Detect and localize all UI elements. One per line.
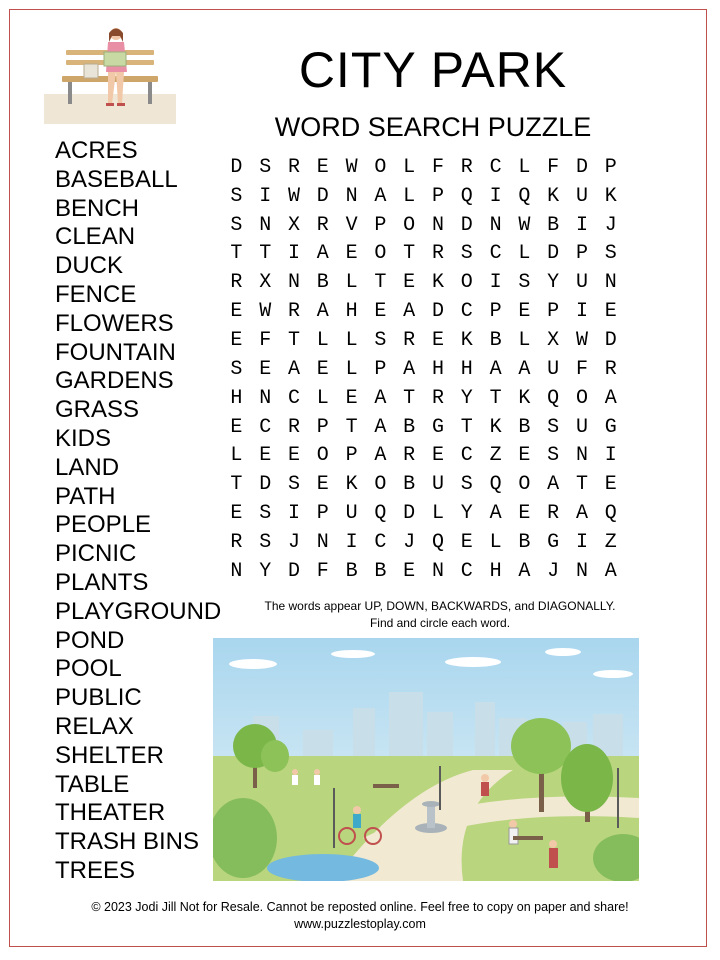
lamp-post xyxy=(617,768,619,828)
grid-letter[interactable]: N xyxy=(259,386,272,410)
grid-letter[interactable]: A xyxy=(316,242,329,266)
word-list-item: PUBLIC xyxy=(55,684,142,712)
shoe xyxy=(117,103,125,106)
grid-letter[interactable]: S xyxy=(547,444,560,468)
grid-letter[interactable]: P xyxy=(575,242,588,266)
grid-letter[interactable]: S xyxy=(460,242,473,266)
grid-letter[interactable]: R xyxy=(287,300,300,324)
word-list-item: FENCE xyxy=(55,280,137,308)
grid-letter[interactable]: E xyxy=(316,357,329,381)
bench-leg xyxy=(68,82,72,104)
grid-letter[interactable]: I xyxy=(575,213,588,237)
grid-letter[interactable]: Q xyxy=(604,502,617,526)
grid-letter[interactable]: L xyxy=(518,242,531,266)
grid-letter[interactable]: A xyxy=(547,473,560,497)
grid-letter[interactable]: R xyxy=(431,386,444,410)
grid-letter[interactable]: L xyxy=(403,155,416,179)
cyclist-body xyxy=(353,814,361,828)
grid-letter[interactable]: P xyxy=(431,184,444,208)
word-list-item: POOL xyxy=(55,655,122,683)
grid-letter[interactable]: Y xyxy=(547,271,560,295)
grid-letter[interactable]: W xyxy=(518,213,531,237)
grid-letter[interactable]: E xyxy=(374,300,387,324)
word-list-item: SHELTER xyxy=(55,741,164,769)
grid-letter[interactable]: S xyxy=(259,155,272,179)
woman-on-bench-illustration xyxy=(44,24,176,124)
grid-letter[interactable]: F xyxy=(431,155,444,179)
word-list-item: THEATER xyxy=(55,799,166,827)
grid-letter[interactable]: O xyxy=(403,213,416,237)
grid-letter[interactable]: L xyxy=(403,184,416,208)
grid-letter[interactable]: E xyxy=(230,502,243,526)
grid-letter[interactable]: S xyxy=(230,184,243,208)
grid-letter[interactable]: K xyxy=(460,328,473,352)
word-list-item: PICNIC xyxy=(55,540,137,568)
instructions xyxy=(214,598,666,632)
cloud xyxy=(593,670,633,678)
grid-letter[interactable]: Q xyxy=(489,473,502,497)
grid-letter[interactable]: D xyxy=(259,473,272,497)
word-list-item: GARDENS xyxy=(55,367,174,395)
copyright-text: © 2023 Jodi Jill Not for Resale. Cannot be reposted online. Feel free to copy on paper and share! xyxy=(91,900,629,914)
grid-letter[interactable]: V xyxy=(345,213,358,237)
grid-letter[interactable]: T xyxy=(489,386,502,410)
grid-letter[interactable]: O xyxy=(374,473,387,497)
grid-letter[interactable]: K xyxy=(604,184,617,208)
cloud xyxy=(331,650,375,658)
person-head xyxy=(549,840,557,848)
grid-letter[interactable]: H xyxy=(460,357,473,381)
person-head xyxy=(481,774,489,782)
grid-letter[interactable]: A xyxy=(518,357,531,381)
word-list-item: ACRES xyxy=(55,137,138,164)
grid-letter[interactable]: A xyxy=(374,184,387,208)
grid-letter[interactable]: E xyxy=(604,473,617,497)
word-list-item: PLANTS xyxy=(55,568,149,596)
grid-letter[interactable]: U xyxy=(547,357,560,381)
grid-letter[interactable]: J xyxy=(403,530,416,554)
grid-letter[interactable]: K xyxy=(547,184,560,208)
grid-letter[interactable]: B xyxy=(316,271,329,295)
grid-letter[interactable]: K xyxy=(345,473,358,497)
word-list-item: GRASS xyxy=(55,396,140,424)
grid-letter[interactable]: P xyxy=(316,502,329,526)
person-head xyxy=(314,769,320,775)
grid-letter[interactable]: Y xyxy=(460,386,473,410)
grid-letter[interactable]: U xyxy=(345,502,358,526)
grid-letter[interactable]: C xyxy=(374,530,387,554)
word-list-item: TREES xyxy=(55,856,136,884)
grid-letter[interactable]: E xyxy=(259,357,272,381)
word-list-item: PATH xyxy=(55,482,116,510)
grid-letter[interactable]: S xyxy=(259,530,272,554)
grid-letter[interactable]: A xyxy=(604,386,617,410)
grid-letter[interactable]: T xyxy=(575,473,588,497)
grid-letter[interactable]: A xyxy=(316,300,329,324)
grid-letter[interactable]: E xyxy=(431,328,444,352)
building xyxy=(303,730,333,756)
grid-letter[interactable]: A xyxy=(403,357,416,381)
grid-letter[interactable]: B xyxy=(403,473,416,497)
building xyxy=(427,712,453,756)
cloud xyxy=(445,657,501,667)
lamp-post xyxy=(439,766,441,810)
grid-letter[interactable]: J xyxy=(604,213,617,237)
grid-letter[interactable]: D xyxy=(287,559,300,583)
grid-letter[interactable]: L xyxy=(316,328,329,352)
grid-letter[interactable]: B xyxy=(518,415,531,439)
grid-letter[interactable]: D xyxy=(604,328,617,352)
grid-letter[interactable]: G xyxy=(431,415,444,439)
letter-grid xyxy=(222,153,625,586)
grid-letter[interactable]: C xyxy=(489,155,502,179)
building xyxy=(475,702,495,756)
grid-letter[interactable]: E xyxy=(316,155,329,179)
grid-letter[interactable]: D xyxy=(575,155,588,179)
grid-letter[interactable]: P xyxy=(316,415,329,439)
grid-letter[interactable]: C xyxy=(259,415,272,439)
grid-letter[interactable]: H xyxy=(431,357,444,381)
grid-letter[interactable]: N xyxy=(575,559,588,583)
grid-letter[interactable]: E xyxy=(345,242,358,266)
grid-letter[interactable]: P xyxy=(604,155,617,179)
grid-letter[interactable]: E xyxy=(345,386,358,410)
grid-letter[interactable]: A xyxy=(575,502,588,526)
player-body xyxy=(314,775,320,785)
grid-letter[interactable]: L xyxy=(518,328,531,352)
grid-letter[interactable]: S xyxy=(230,213,243,237)
grid-letter[interactable]: X xyxy=(547,328,560,352)
grid-letter[interactable]: S xyxy=(604,242,617,266)
grid-letter[interactable]: K xyxy=(518,386,531,410)
grid-letter[interactable]: B xyxy=(374,559,387,583)
grid-letter[interactable]: R xyxy=(287,415,300,439)
word-list-item: LAND xyxy=(55,453,120,481)
grid-letter[interactable]: W xyxy=(345,155,358,179)
shoe xyxy=(106,103,114,106)
grid-letter[interactable]: L xyxy=(345,357,358,381)
grid-letter[interactable]: S xyxy=(460,473,473,497)
grid-letter[interactable]: E xyxy=(431,444,444,468)
grid-letter[interactable]: N xyxy=(575,444,588,468)
fountain-column xyxy=(427,804,435,828)
grid-letter[interactable]: D xyxy=(547,242,560,266)
grid-letter[interactable]: E xyxy=(518,502,531,526)
walker-body xyxy=(549,848,558,868)
grid-letter[interactable]: A xyxy=(403,300,416,324)
cloud xyxy=(545,648,581,656)
grid-letter[interactable]: E xyxy=(287,444,300,468)
tree-canopy xyxy=(261,740,289,772)
grid-letter[interactable]: A xyxy=(489,357,502,381)
grid-letter[interactable]: W xyxy=(259,300,272,324)
grid-letter[interactable]: D xyxy=(403,502,416,526)
grid-letter[interactable]: N xyxy=(604,271,617,295)
grid-letter[interactable]: T xyxy=(403,242,416,266)
grid-letter[interactable]: X xyxy=(259,271,272,295)
pond xyxy=(267,854,379,881)
word-list-item: FLOWERS xyxy=(55,309,174,337)
grid-letter[interactable]: F xyxy=(316,559,329,583)
word-list-item: PEOPLE xyxy=(55,511,152,539)
grid-letter[interactable]: D xyxy=(460,213,473,237)
grid-letter[interactable]: B xyxy=(489,328,502,352)
grid-letter[interactable]: F xyxy=(575,357,588,381)
grid-letter[interactable]: T xyxy=(460,415,473,439)
grid-letter[interactable]: R xyxy=(604,357,617,381)
grid-letter[interactable]: N xyxy=(316,530,329,554)
grid-letter[interactable]: X xyxy=(287,213,300,237)
grid-letter[interactable]: Q xyxy=(431,530,444,554)
bag xyxy=(84,64,98,78)
scooter-rider-body xyxy=(481,782,489,796)
grid-letter[interactable]: T xyxy=(287,328,300,352)
grid-letter[interactable]: R xyxy=(230,530,243,554)
word-list-item: TRASH BINS xyxy=(55,828,200,856)
grid-letter[interactable]: F xyxy=(259,328,272,352)
grid-letter[interactable]: U xyxy=(575,184,588,208)
player-body xyxy=(292,775,298,785)
page-subtitle: WORD SEARCH PUZZLE xyxy=(274,112,592,142)
tree-canopy xyxy=(561,744,613,812)
grid-letter[interactable]: T xyxy=(230,473,243,497)
grid-letter[interactable]: S xyxy=(230,357,243,381)
grid-letter[interactable]: Y xyxy=(259,559,272,583)
grid-letter[interactable]: C xyxy=(287,386,300,410)
grid-letter[interactable]: G xyxy=(547,530,560,554)
word-list-item: CLEAN xyxy=(55,223,136,251)
grid-letter[interactable]: I xyxy=(287,502,300,526)
bench xyxy=(373,784,399,788)
footer xyxy=(20,899,700,933)
grid-letter[interactable]: R xyxy=(230,271,243,295)
person-head xyxy=(509,820,517,828)
grid-letter[interactable]: Z xyxy=(489,444,502,468)
grid-letter[interactable]: N xyxy=(489,213,502,237)
grid-letter[interactable]: I xyxy=(604,444,617,468)
grid-letter[interactable]: E xyxy=(230,415,243,439)
tree-canopy xyxy=(511,718,571,774)
lamp-post xyxy=(333,788,335,848)
word-list-item: BASEBALL xyxy=(55,165,178,193)
grid-letter[interactable]: L xyxy=(431,502,444,526)
grid-letter[interactable]: A xyxy=(604,559,617,583)
grid-letter[interactable]: R xyxy=(403,328,416,352)
grid-letter[interactable]: I xyxy=(575,300,588,324)
grid-letter[interactable]: P xyxy=(489,300,502,324)
grid-letter[interactable]: J xyxy=(287,530,300,554)
grid-letter[interactable]: N xyxy=(431,559,444,583)
grid-letter[interactable]: J xyxy=(547,559,560,583)
grid-letter[interactable]: C xyxy=(460,300,473,324)
grid-letter[interactable]: A xyxy=(518,559,531,583)
grid-letter[interactable]: F xyxy=(547,155,560,179)
grid-letter[interactable]: W xyxy=(287,184,300,208)
word-list-item: BENCH xyxy=(55,194,140,222)
grid-letter[interactable]: T xyxy=(374,271,387,295)
grid-letter[interactable]: D xyxy=(230,155,243,179)
grid-letter[interactable]: L xyxy=(345,271,358,295)
grid-letter[interactable]: E xyxy=(259,444,272,468)
grid-letter[interactable]: Q xyxy=(374,502,387,526)
word-list-item: FOUNTAIN xyxy=(55,338,176,366)
grid-letter[interactable]: R xyxy=(460,155,473,179)
grid-letter[interactable]: A xyxy=(489,502,502,526)
grid-letter[interactable]: E xyxy=(403,559,416,583)
grid-letter[interactable]: A xyxy=(374,444,387,468)
grid-letter[interactable]: Q xyxy=(518,184,531,208)
grid-letter[interactable]: B xyxy=(345,559,358,583)
word-list-item: RELAX xyxy=(55,712,134,740)
grid-letter[interactable]: L xyxy=(316,386,329,410)
grid-letter[interactable]: N xyxy=(230,559,243,583)
grid-letter[interactable]: P xyxy=(374,213,387,237)
word-list-item: KIDS xyxy=(55,424,112,452)
grid-letter[interactable]: K xyxy=(489,415,502,439)
grid-letter[interactable]: D xyxy=(316,184,329,208)
grid-letter[interactable]: I xyxy=(575,530,588,554)
grid-letter[interactable]: U xyxy=(575,415,588,439)
grid-letter[interactable]: B xyxy=(518,530,531,554)
word-list-item: POND xyxy=(55,626,125,654)
grid-letter[interactable]: Q xyxy=(547,386,560,410)
grid-letter[interactable]: H xyxy=(230,386,243,410)
building xyxy=(353,708,375,756)
grid-letter[interactable]: E xyxy=(403,271,416,295)
grid-letter[interactable]: O xyxy=(518,473,531,497)
grid-letter[interactable]: A xyxy=(287,357,300,381)
grid-letter[interactable]: U xyxy=(431,473,444,497)
page-title: CITY PARK xyxy=(298,42,568,98)
grid-letter[interactable]: B xyxy=(403,415,416,439)
grid-letter[interactable]: T xyxy=(259,242,272,266)
grid-letter[interactable]: C xyxy=(460,444,473,468)
grid-letter[interactable]: N xyxy=(259,213,272,237)
grid-letter[interactable]: E xyxy=(230,328,243,352)
website-text: www.puzzlestoplay.com xyxy=(294,917,426,931)
word-list-item: PLAYGROUND xyxy=(55,597,222,625)
grid-letter[interactable]: E xyxy=(518,444,531,468)
grid-letter[interactable]: E xyxy=(230,300,243,324)
grid-letter[interactable]: A xyxy=(374,386,387,410)
instructions-line: Find and circle each word. xyxy=(369,616,511,630)
grid-letter[interactable]: S xyxy=(287,473,300,497)
grid-letter[interactable]: L xyxy=(518,155,531,179)
grid-letter[interactable]: O xyxy=(374,242,387,266)
word-list xyxy=(55,137,221,886)
fountain-top xyxy=(422,801,440,807)
grid-letter[interactable]: O xyxy=(374,155,387,179)
grid-letter[interactable]: R xyxy=(316,213,329,237)
park-scene-illustration xyxy=(213,638,639,881)
grid-letter[interactable]: G xyxy=(604,415,617,439)
word-list-item: TABLE xyxy=(55,770,130,798)
grid-letter[interactable]: H xyxy=(489,559,502,583)
person-head xyxy=(292,769,298,775)
grid-letter[interactable]: P xyxy=(374,357,387,381)
grid-letter[interactable]: R xyxy=(431,242,444,266)
grid-letter[interactable]: Q xyxy=(460,184,473,208)
grid-letter[interactable]: K xyxy=(431,271,444,295)
instructions-line: The words appear UP, DOWN, BACKWARDS, and DIAGONALLY. xyxy=(264,599,616,613)
grid-letter[interactable]: S xyxy=(259,502,272,526)
grid-letter[interactable]: S xyxy=(547,415,560,439)
grid-letter[interactable]: B xyxy=(547,213,560,237)
grid-letter[interactable]: I xyxy=(259,184,272,208)
grid-letter[interactable]: I xyxy=(489,271,502,295)
grid-letter[interactable]: N xyxy=(431,213,444,237)
grid-letter[interactable]: O xyxy=(460,271,473,295)
grid-letter[interactable]: P xyxy=(345,444,358,468)
grid-letter[interactable]: T xyxy=(345,415,358,439)
grid-letter[interactable]: I xyxy=(489,184,502,208)
grid-letter[interactable]: C xyxy=(460,559,473,583)
grid-letter[interactable]: N xyxy=(287,271,300,295)
grid-letter[interactable]: E xyxy=(518,300,531,324)
grid-letter[interactable]: U xyxy=(575,271,588,295)
grid-letter[interactable]: I xyxy=(345,530,358,554)
grid-letter[interactable]: L xyxy=(345,328,358,352)
grid-letter[interactable]: L xyxy=(230,444,243,468)
grid-letter[interactable]: E xyxy=(460,530,473,554)
cloud xyxy=(229,659,277,669)
grid-letter[interactable]: R xyxy=(287,155,300,179)
grid-letter[interactable]: S xyxy=(374,328,387,352)
word-list-item: DUCK xyxy=(55,252,124,280)
grid-letter[interactable]: R xyxy=(403,444,416,468)
grid-letter[interactable]: D xyxy=(431,300,444,324)
grid-letter[interactable]: Z xyxy=(604,530,617,554)
grid-letter[interactable]: C xyxy=(489,242,502,266)
grid-letter[interactable]: R xyxy=(547,502,560,526)
grid-letter[interactable]: A xyxy=(374,415,387,439)
book xyxy=(104,52,126,66)
bench xyxy=(513,836,543,840)
building xyxy=(389,692,423,756)
grid-letter[interactable]: W xyxy=(575,328,588,352)
bench-leg xyxy=(148,82,152,104)
grid-letter[interactable]: T xyxy=(230,242,243,266)
grid-letter[interactable]: L xyxy=(489,530,502,554)
grid-letter[interactable]: T xyxy=(403,386,416,410)
grid-letter[interactable]: S xyxy=(518,271,531,295)
grid-letter[interactable]: N xyxy=(345,184,358,208)
grid-letter[interactable]: P xyxy=(547,300,560,324)
grid-letter[interactable]: I xyxy=(287,242,300,266)
grid-letter[interactable]: O xyxy=(575,386,588,410)
grid-letter[interactable]: Y xyxy=(460,502,473,526)
grid-letter[interactable]: H xyxy=(345,300,358,324)
grid-letter[interactable]: E xyxy=(604,300,617,324)
grid-letter[interactable]: E xyxy=(316,473,329,497)
person-head xyxy=(353,806,361,814)
grid-letter[interactable]: O xyxy=(316,444,329,468)
